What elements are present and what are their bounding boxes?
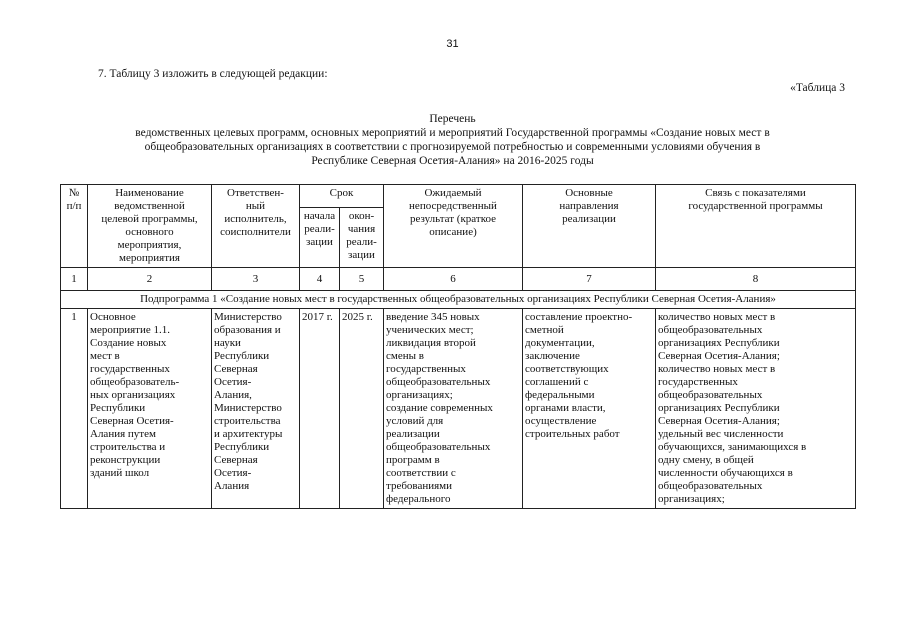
cell-line: п/п [66, 200, 82, 212]
column-numbers-row [61, 268, 856, 291]
cell-line: реализации [386, 428, 440, 440]
cell-line: Республики [214, 441, 270, 453]
cell-line: реализации [562, 213, 616, 225]
row-responsible [212, 309, 300, 509]
table-heading [60, 112, 845, 168]
cell-line: смены в [386, 350, 424, 362]
cell-line: государственных [658, 376, 738, 388]
cell-line: федерального [386, 493, 451, 505]
cell-line: мероприятие 1.1. [90, 324, 171, 336]
cell-line: науки [214, 337, 241, 349]
cell-line: ликвидация второй [386, 337, 476, 349]
cell-line: государственных [90, 363, 170, 375]
header-end [340, 208, 384, 268]
cell-line: Основные [565, 187, 613, 199]
cell-line: описание) [429, 226, 477, 238]
cell-line: целевой программы, [101, 213, 198, 225]
header-term: Срок [300, 185, 384, 208]
cell-line: общеобразовательных [386, 376, 491, 388]
cell-line: требованиями [386, 480, 453, 492]
row-end: 2025 г. [340, 309, 384, 509]
row-directions [523, 309, 656, 509]
cell-line: государственной программы [688, 200, 823, 212]
cell-line: общеобразовательных [658, 389, 763, 401]
cell-line: Связь с показателями [705, 187, 806, 199]
heading-title: Перечень [429, 113, 476, 125]
cell-line: программ в [386, 454, 440, 466]
cell-line: Министерство [214, 402, 282, 414]
header-responsible [212, 185, 300, 268]
row-result [384, 309, 523, 509]
cell-line: Северная Осетия-Алания; [658, 350, 780, 362]
cell-line: ный [245, 200, 266, 212]
cell-line: соглашений с [525, 376, 589, 388]
col-number-4: 4 [300, 268, 340, 291]
cell-line: Основное [90, 311, 136, 323]
programs-table [60, 184, 856, 509]
cell-line: Алания, [214, 389, 252, 401]
table-row [61, 309, 856, 509]
cell-line: Северная [214, 363, 258, 375]
cell-line: организациях; [386, 389, 453, 401]
header-result [384, 185, 523, 268]
cell-line: федеральными [525, 389, 595, 401]
cell-line: Алания [214, 480, 250, 492]
cell-line: государственных [386, 363, 466, 375]
cell-line: Наименование [115, 187, 184, 199]
cell-line: органами власти, [525, 402, 606, 414]
cell-line: численности обучающихся в [658, 467, 793, 479]
cell-line: количество новых мест в [658, 363, 776, 375]
heading-line-2: общеобразовательных организациях в соответствии с прогнозируемой потребностью и современными условиями обучения в [144, 141, 761, 153]
table-label: «Таблица 3 [790, 82, 845, 94]
cell-line: строительства и [90, 441, 166, 453]
header-start [300, 208, 340, 268]
row-name [88, 309, 212, 509]
col-number-8: 8 [656, 268, 856, 291]
cell-line: общеобразовательных [658, 324, 763, 336]
cell-line: № [68, 187, 80, 199]
cell-line: Алания путем [90, 428, 156, 440]
cell-line: Ответствен- [227, 187, 284, 199]
cell-line: начала [303, 210, 336, 222]
cell-line: непосредственный [409, 200, 497, 212]
cell-line: реали- [346, 236, 377, 248]
cell-line: ных организациях [90, 389, 176, 401]
cell-line: Ожидаемый [424, 187, 482, 199]
cell-line: мероприятия [119, 252, 180, 264]
cell-line: зации [348, 249, 375, 261]
cell-line: зданий школ [90, 467, 150, 479]
cell-line: соответствующих [525, 363, 609, 375]
intro-text: 7. Таблицу 3 изложить в следующей редакции: [98, 68, 328, 80]
subprogram-row [61, 291, 856, 309]
heading-line-3: Республике Северная Осетия-Алания» на 2016-2025 годы [311, 155, 594, 167]
cell-line: осуществление [525, 415, 597, 427]
col-number-1: 1 [61, 268, 88, 291]
header-link [656, 185, 856, 268]
cell-line: Северная [214, 454, 258, 466]
cell-line: чания [347, 223, 376, 235]
cell-line: одну смену, в общей [658, 454, 754, 466]
cell-line: соответствии с [386, 467, 456, 479]
cell-line: мест в [90, 350, 120, 362]
cell-line: условий для [386, 415, 444, 427]
col-number-3: 3 [212, 268, 300, 291]
cell-line: основного [125, 226, 174, 238]
header-name [88, 185, 212, 268]
col-number-7: 7 [523, 268, 656, 291]
cell-line: количество новых мест в [658, 311, 776, 323]
cell-line: соисполнители [220, 226, 291, 238]
cell-line: исполнитель, [224, 213, 287, 225]
col-number-2: 2 [88, 268, 212, 291]
cell-line: введение 345 новых [386, 311, 480, 323]
cell-line: заключение [525, 350, 580, 362]
cell-line: документации, [525, 337, 595, 349]
cell-line: Создание новых [90, 337, 167, 349]
cell-line: общеобразователь- [90, 376, 180, 388]
cell-line: результат (краткое [409, 213, 497, 225]
row-num: 1 [61, 309, 88, 509]
cell-line: ученических мест; [386, 324, 474, 336]
page-number: 31 [446, 38, 459, 50]
subprogram-title: Подпрограмма 1 «Создание новых мест в государственных общеобразовательных организациях Республики Северная Осетия-Алания» [61, 291, 856, 309]
row-start: 2017 г. [300, 309, 340, 509]
cell-line: окон- [348, 210, 375, 222]
cell-line: строительства [214, 415, 281, 427]
cell-line: зации [306, 236, 333, 248]
cell-line: организациях Республики [658, 402, 780, 414]
cell-line: общеобразовательных [386, 441, 491, 453]
cell-line: и архитектуры [214, 428, 283, 440]
cell-line: строительных работ [525, 428, 620, 440]
cell-line: Северная Осетия-Алания; [658, 415, 780, 427]
header-num [61, 185, 88, 268]
cell-line: обучающихся, занимающихся в [658, 441, 807, 453]
cell-line: составление проектно- [525, 311, 633, 323]
col-number-5: 5 [340, 268, 384, 291]
cell-line: создание современных [386, 402, 493, 414]
cell-line: сметной [525, 324, 564, 336]
header-directions [523, 185, 656, 268]
cell-line: Осетия- [214, 376, 252, 388]
cell-line: реконструкции [90, 454, 161, 466]
heading-line-1: ведомственных целевых программ, основных мероприятий и мероприятий Государственной программы «Создание новых мест в [135, 127, 770, 139]
cell-line: общеобразовательных [658, 480, 763, 492]
cell-line: Министерство [214, 311, 282, 323]
col-number-6: 6 [384, 268, 523, 291]
row-link [656, 309, 856, 509]
cell-line: направления [559, 200, 619, 212]
cell-line: удельный вес численности [658, 428, 784, 440]
cell-line: ведомственной [114, 200, 185, 212]
cell-line: образования и [214, 324, 281, 336]
cell-line: реали- [304, 223, 335, 235]
cell-line: мероприятия, [117, 239, 182, 251]
cell-line: Северная Осетия- [90, 415, 174, 427]
cell-line: Республики [90, 402, 146, 414]
cell-line: Республики [214, 350, 270, 362]
cell-line: Осетия- [214, 467, 252, 479]
cell-line: организациях Республики [658, 337, 780, 349]
header-row [61, 185, 856, 208]
cell-line: организациях; [658, 493, 725, 505]
